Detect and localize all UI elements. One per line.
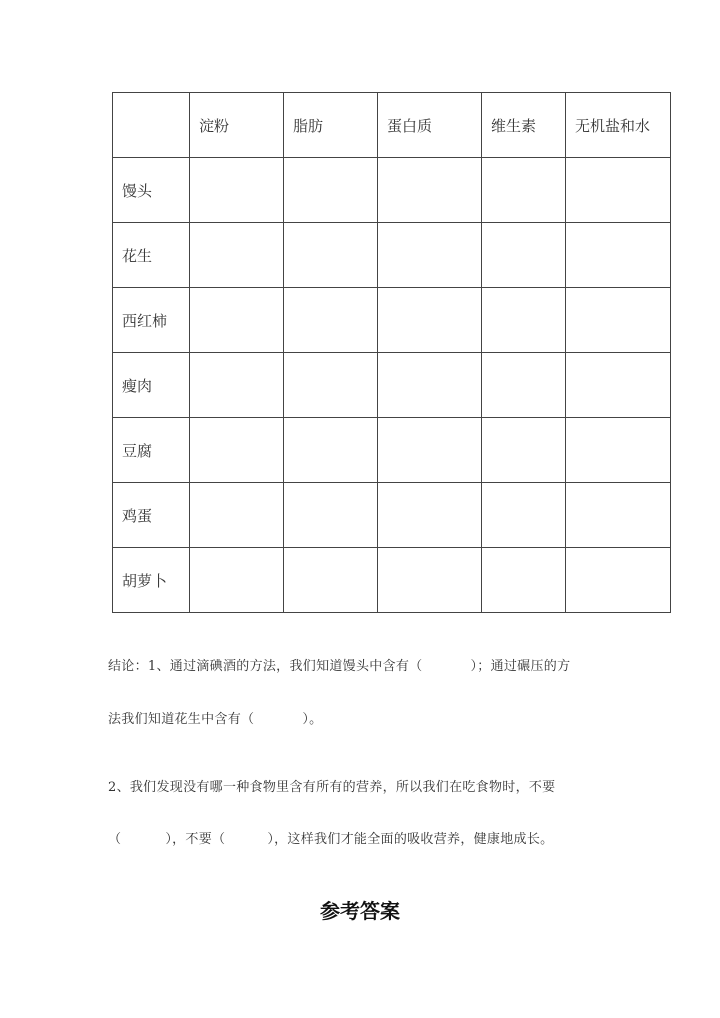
answer-cell[interactable] bbox=[378, 353, 482, 418]
header-corner-cell bbox=[113, 93, 190, 158]
table-header-row bbox=[113, 93, 671, 158]
header-minerals-water: 无机盐和水 bbox=[566, 93, 671, 158]
answer-cell[interactable] bbox=[378, 548, 482, 613]
conclusion-text: 2、我们发现没有哪一种食物里含有所有的营养，所以我们在吃食物时，不要 bbox=[108, 780, 556, 795]
answer-cell[interactable] bbox=[284, 548, 378, 613]
answer-cell[interactable] bbox=[378, 288, 482, 353]
header-starch: 淀粉 bbox=[190, 93, 284, 158]
conclusion-text: （ bbox=[108, 832, 122, 847]
conclusion-line-1 bbox=[108, 655, 570, 674]
answer-cell[interactable] bbox=[566, 353, 671, 418]
row-label-peanut: 花生 bbox=[113, 223, 190, 288]
answer-cell[interactable] bbox=[482, 353, 566, 418]
answer-cell[interactable] bbox=[284, 418, 378, 483]
table-row bbox=[113, 223, 671, 288]
answer-cell[interactable] bbox=[190, 158, 284, 223]
conclusion-text: ）。 bbox=[302, 712, 323, 727]
answer-cell[interactable] bbox=[284, 353, 378, 418]
conclusion-text: 结论：1、通过滴碘酒的方法，我们知道馒头中含有（ bbox=[108, 659, 423, 674]
answer-section-title: 参考答案 bbox=[320, 899, 400, 923]
answer-cell[interactable] bbox=[284, 288, 378, 353]
conclusion-text: 法我们知道花生中含有（ bbox=[108, 712, 255, 727]
conclusion-text: ）；通过碾压的方 bbox=[470, 659, 571, 674]
answer-cell[interactable] bbox=[482, 548, 566, 613]
answer-cell[interactable] bbox=[482, 418, 566, 483]
table-row bbox=[113, 158, 671, 223]
answer-cell[interactable] bbox=[190, 353, 284, 418]
conclusion-line-3 bbox=[108, 776, 555, 795]
table-row bbox=[113, 353, 671, 418]
answer-cell[interactable] bbox=[482, 158, 566, 223]
answer-cell[interactable] bbox=[378, 223, 482, 288]
answer-cell[interactable] bbox=[190, 548, 284, 613]
answer-cell[interactable] bbox=[482, 223, 566, 288]
answer-cell[interactable] bbox=[190, 483, 284, 548]
row-label-mantou: 馒头 bbox=[113, 158, 190, 223]
row-label-tofu: 豆腐 bbox=[113, 418, 190, 483]
row-label-tomato: 西红柿 bbox=[113, 288, 190, 353]
answer-cell[interactable] bbox=[378, 158, 482, 223]
conclusion-line-2 bbox=[108, 708, 322, 727]
header-protein: 蛋白质 bbox=[378, 93, 482, 158]
row-label-carrot: 胡萝卜 bbox=[113, 548, 190, 613]
answer-cell[interactable] bbox=[566, 418, 671, 483]
answer-cell[interactable] bbox=[378, 483, 482, 548]
answer-cell[interactable] bbox=[378, 418, 482, 483]
row-label-egg: 鸡蛋 bbox=[113, 483, 190, 548]
answer-cell[interactable] bbox=[190, 223, 284, 288]
conclusion-line-4 bbox=[108, 828, 553, 847]
answer-cell[interactable] bbox=[566, 223, 671, 288]
header-vitamin: 维生素 bbox=[482, 93, 566, 158]
answer-cell[interactable] bbox=[566, 548, 671, 613]
table-row bbox=[113, 418, 671, 483]
answer-cell[interactable] bbox=[482, 288, 566, 353]
answer-cell[interactable] bbox=[190, 288, 284, 353]
answer-cell[interactable] bbox=[284, 483, 378, 548]
conclusion-text: ），不要（ bbox=[165, 832, 226, 847]
answer-cell[interactable] bbox=[566, 483, 671, 548]
answer-cell[interactable] bbox=[566, 158, 671, 223]
answer-cell[interactable] bbox=[284, 158, 378, 223]
row-label-lean-meat: 瘦肉 bbox=[113, 353, 190, 418]
answer-cell[interactable] bbox=[482, 483, 566, 548]
table-row bbox=[113, 288, 671, 353]
table-row bbox=[113, 483, 671, 548]
header-fat: 脂肪 bbox=[284, 93, 378, 158]
conclusion-text: ），这样我们才能全面的吸收营养，健康地成长。 bbox=[267, 832, 554, 847]
nutrition-table bbox=[112, 92, 671, 613]
answer-cell[interactable] bbox=[284, 223, 378, 288]
answer-cell[interactable] bbox=[190, 418, 284, 483]
answer-cell[interactable] bbox=[566, 288, 671, 353]
table-row bbox=[113, 548, 671, 613]
